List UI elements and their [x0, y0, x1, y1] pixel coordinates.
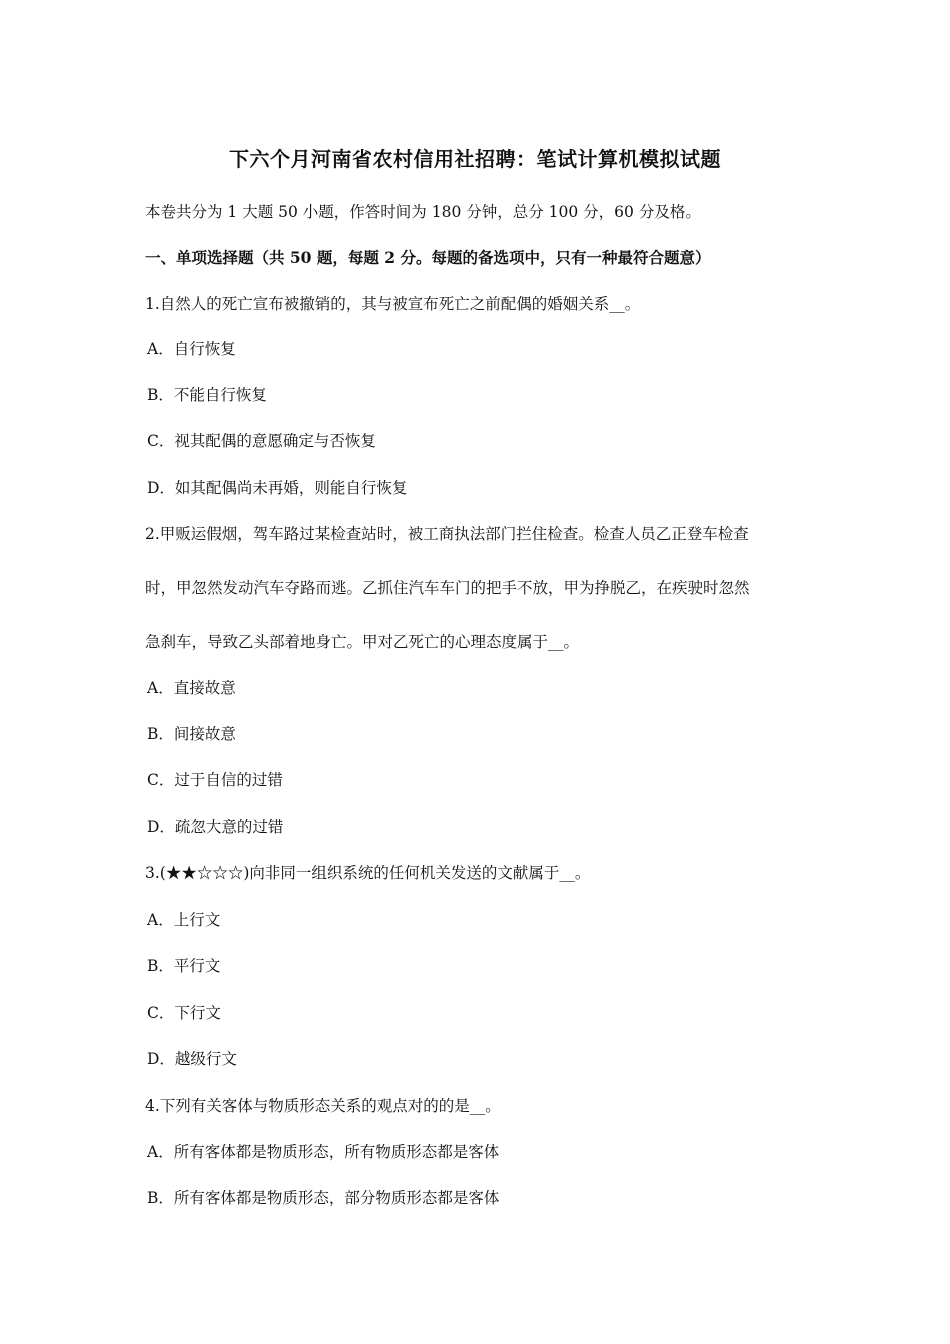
section-heading: 一、单项选择题（共 50 题，每题 2 分。每题的备选项中，只有一种最符合题意）: [145, 248, 711, 267]
question-3-option-d: D．越级行文: [147, 1050, 237, 1068]
question-3-option-a: A．上行文: [147, 911, 221, 929]
question-1-option-c: C．视其配偶的意愿确定与否恢复: [147, 432, 376, 450]
question-1-option-b: B．不能自行恢复: [147, 386, 267, 404]
question-4-option-a: A．所有客体都是物质形态，所有物质形态都是客体: [147, 1143, 500, 1161]
question-2-option-b: B．间接故意: [147, 725, 236, 743]
page-title: 下六个月河南省农村信用社招聘：笔试计算机模拟试题: [229, 147, 721, 171]
intro-text: 本卷共分为 1 大题 50 小题，作答时间为 180 分钟，总分 100 分，60 分及格。: [145, 203, 701, 221]
question-3-option-b: B．平行文: [147, 957, 221, 975]
question-2-option-c: C．过于自信的过错: [147, 771, 283, 789]
question-2-stem-line-2: 时，甲忽然发动汽车夺路而逃。乙抓住汽车车门的把手不放，甲为挣脱乙，在疾驶时忽然: [145, 579, 750, 597]
question-4-stem: 4.下列有关客体与物质形态关系的观点对的的是__。: [145, 1097, 501, 1115]
question-3-option-c: C．下行文: [147, 1004, 221, 1022]
question-2-option-d: D．疏忽大意的过错: [147, 818, 284, 836]
question-1-option-d: D．如其配偶尚未再婚，则能自行恢复: [147, 479, 408, 497]
question-2-stem-line-3: 急刹车，导致乙头部着地身亡。甲对乙死亡的心理态度属于__。: [145, 633, 580, 651]
question-3-stem: 3.(★★☆☆☆)向非同一组织系统的任何机关发送的文献属于__。: [145, 864, 591, 882]
question-4-option-b: B．所有客体都是物质形态，部分物质形态都是客体: [147, 1189, 500, 1207]
question-2-option-a: A．直接故意: [147, 679, 236, 697]
question-2-stem-line-1: 2.甲贩运假烟，驾车路过某检查站时，被工商执法部门拦住检查。检查人员乙正登车检查: [145, 525, 749, 543]
question-1-stem: 1.自然人的死亡宣布被撤销的，其与被宣布死亡之前配偶的婚姻关系__。: [145, 295, 641, 313]
question-1-option-a: A．自行恢复: [147, 340, 236, 358]
